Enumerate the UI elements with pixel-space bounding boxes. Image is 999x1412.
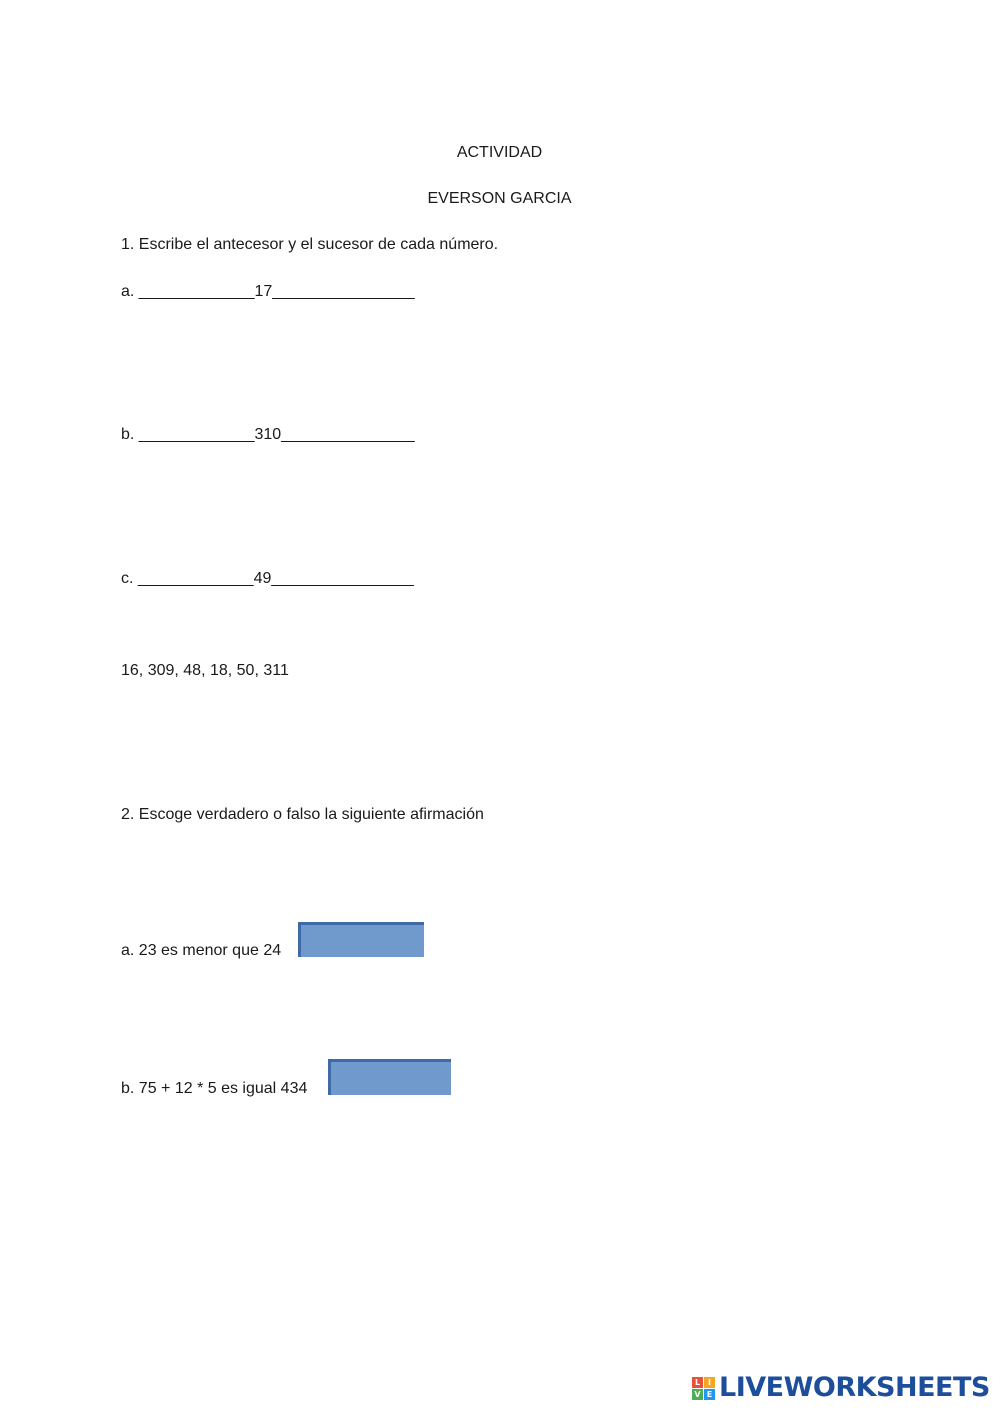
question-1-instruction: 1. Escribe el antecesor y el sucesor de cada número. xyxy=(121,236,499,253)
live-badge-icon xyxy=(692,1377,715,1400)
question-2b-answer-dropdown[interactable] xyxy=(328,1059,451,1095)
logo-wordmark: LIVEWORKSHEETS xyxy=(719,1372,990,1403)
badge-letter: V xyxy=(692,1389,703,1400)
question-2a-text: a. 23 es menor que 24 xyxy=(121,942,282,959)
badge-letter: E xyxy=(704,1389,715,1400)
badge-letter: I xyxy=(704,1377,715,1388)
question-1c-line: c. _____________49________________ xyxy=(121,570,414,587)
answer-options: 16, 309, 48, 18, 50, 311 xyxy=(121,662,289,679)
author-name: EVERSON GARCIA xyxy=(427,190,572,207)
question-2-instruction: 2. Escoge verdadero o falso la siguiente afirmación xyxy=(121,806,484,823)
liveworksheets-logo xyxy=(692,1373,990,1403)
question-2b-text: b. 75 + 12 * 5 es igual 434 xyxy=(121,1080,308,1097)
question-1a-line: a. _____________17________________ xyxy=(121,283,415,300)
badge-letter: L xyxy=(692,1377,703,1388)
page-title: ACTIVIDAD xyxy=(456,144,543,161)
question-2a-answer-dropdown[interactable] xyxy=(298,922,424,957)
question-1b-line: b. _____________310_______________ xyxy=(121,426,415,443)
